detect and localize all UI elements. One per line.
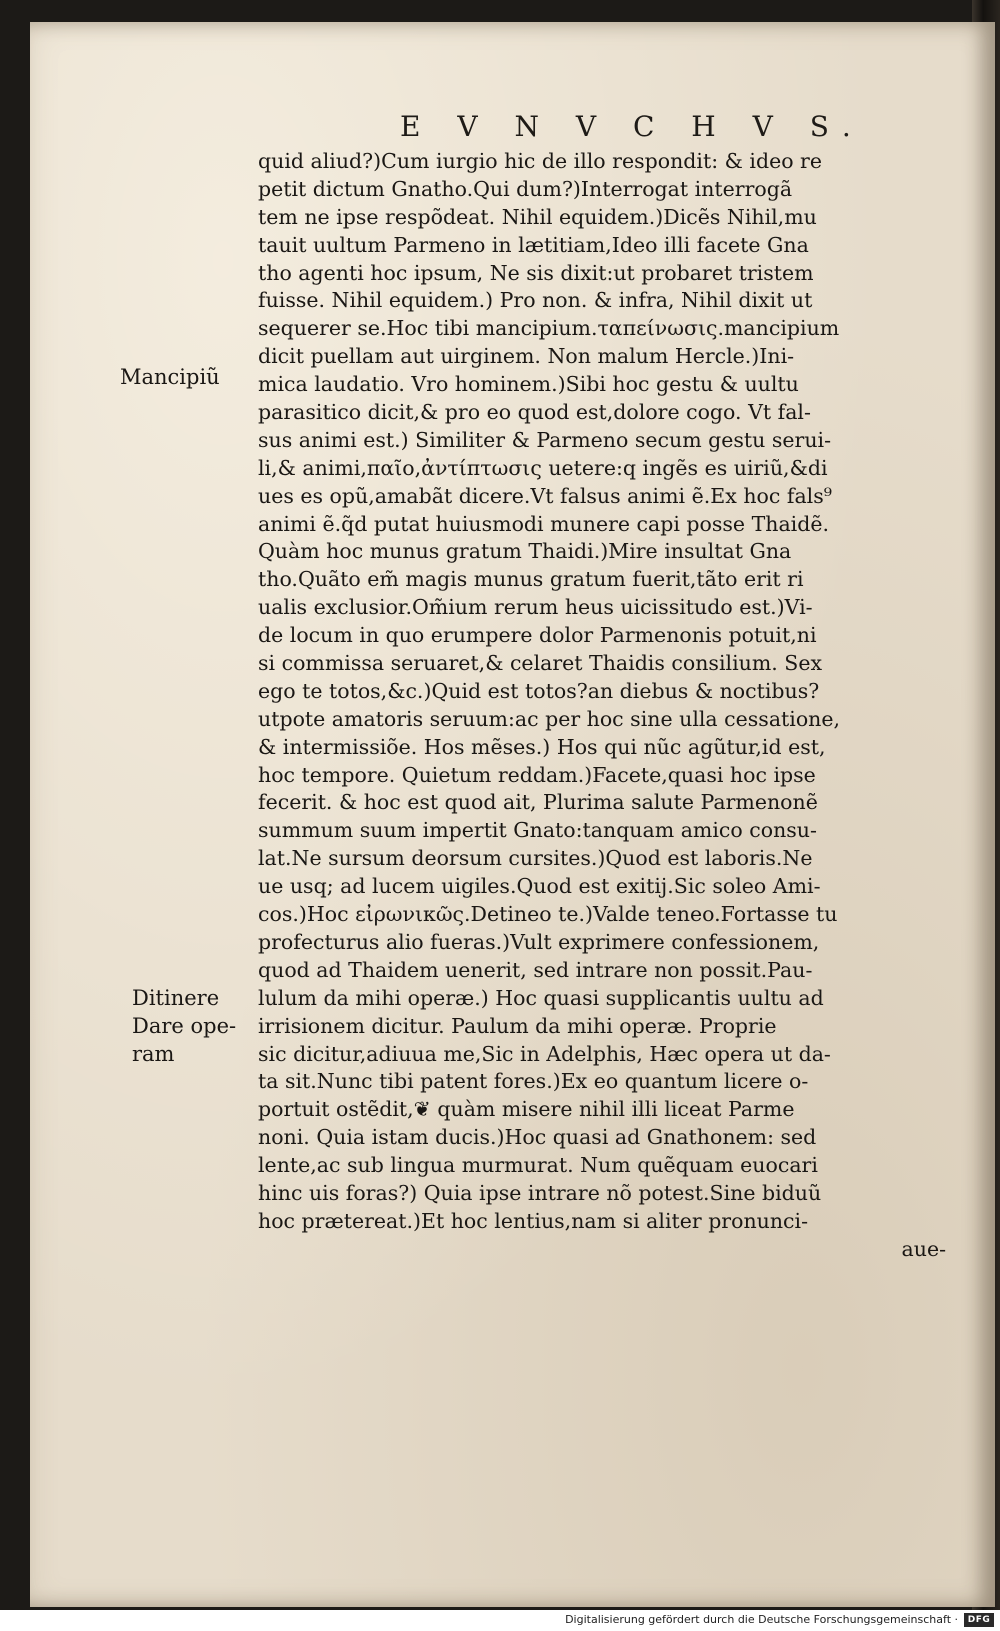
text-line: quid aliud?)Cum iurgio hic de illo respondit: & ideo re — [258, 149, 822, 173]
text-line: irrisionem dicitur. Paulum da mihi operæ. Proprie — [258, 1013, 777, 1038]
text-line: animi ẽ.q̃d putat huiusmodi munere capi posse Thaidẽ. — [258, 511, 830, 536]
text-line: petit dictum Gnatho.Qui dum?)Interrogat interrogã — [258, 176, 793, 201]
text-line: quod ad Thaidem uenerit, sed intrare non possit.Pau- — [258, 957, 813, 982]
text-line: li,& animi,παῖο,ἀντίπτωσις uetere:q ingẽs es uiriũ,&di — [258, 455, 828, 480]
text-line: fuisse. Nihil equidem.) Pro non. & infra, Nihil dixit ut — [258, 288, 813, 313]
text-line: sus animi est.) Similiter & Parmeno secum gestu serui- — [258, 427, 832, 452]
text-line: cos.)Hoc εἰρωνικῶς.Detineo te.)Valde teneo.Fortasse tu — [258, 902, 838, 927]
text-line: summum suum impertit Gnato:tanquam amico consu- — [258, 818, 817, 843]
text-line: fecerit. & hoc est quod ait, Plurima salute Parmenonẽ — [258, 790, 818, 815]
text-line: sequerer se.Hoc tibi mancipium.ταπείνωσις.mancipium — [258, 316, 840, 341]
text-line: Quàm hoc munus gratum Thaidi.)Mire insultat Gna — [258, 539, 792, 564]
text-line: sic dicitur,adiuua me,Sic in Adelphis, Hæc opera ut da- — [258, 1041, 831, 1066]
text-line: parasitico dicit,& pro eo quod est,dolore cogo. Vt fal- — [258, 400, 811, 425]
text-line: & intermissiõe. Hos mẽses.) Hos qui nũc agũtur,id est, — [258, 734, 826, 759]
text-line: tho.Quãto em̃ magis munus gratum fuerit,tãto erit ri — [258, 567, 804, 592]
text-line: ues es opũ,amabãt dicere.Vt falsus animi ẽ.Ex hoc fals⁹ — [258, 483, 832, 508]
catchword: aue- — [901, 1236, 946, 1261]
text-line: si commissa seruaret,& celaret Thaidis consilium. Sex — [258, 651, 823, 676]
marginal-note-ditinere: Ditinere — [132, 986, 220, 1010]
body-text — [258, 148, 958, 1264]
text-line: ue usq; ad lucem uigiles.Quod est exitij.Sic soleo Ami- — [258, 874, 821, 899]
text-line: hinc uis foras?) Quia ipse intrare nõ potest.Sine biduũ — [258, 1180, 822, 1205]
text-line: lulum da mihi operæ.) Hoc quasi supplicantis uultu ad — [258, 985, 824, 1010]
funding-credit: Digitalisierung gefördert durch die Deutsche Forschungsgemeinschaft · — [565, 1613, 958, 1626]
text-line: lat.Ne sursum deorsum cursites.)Quod est laboris.Ne — [258, 846, 813, 871]
text-line: hoc tempore. Quietum reddam.)Facete,quasi hoc ipse — [258, 762, 816, 787]
text-line: ualis exclusior.Om̃ium rerum heus uicissitudo est.)Vi- — [258, 595, 813, 620]
text-line: dicit puellam aut uirginem. Non malum Hercle.)Ini- — [258, 344, 795, 369]
running-head: E V N V C H V S. — [400, 110, 865, 143]
text-line: tauit uultum Parmeno in lætitiam,Ideo illi facete Gna — [258, 232, 809, 257]
text-line: portuit ostẽdit,❦ quàm misere nihil illi liceat Parme — [258, 1097, 795, 1122]
text-line: mica laudatio. Vro hominem.)Sibi hoc gestu & uultu — [258, 372, 799, 397]
text-line: profecturus alio fueras.)Vult exprimere confessionem, — [258, 929, 820, 954]
text-line: lente,ac sub lingua murmurat. Num quẽquam euocari — [258, 1153, 818, 1178]
text-line: hoc prætereat.)Et hoc lentius,nam si aliter pronunci- — [258, 1208, 809, 1233]
marginal-note-ram: ram — [132, 1042, 175, 1066]
footer-bar — [0, 1610, 1000, 1631]
text-line: de locum in quo erumpere dolor Parmenonis potuit,ni — [258, 623, 817, 648]
text-line: utpote amatoris seruum:ac per hoc sine ulla cessatione, — [258, 706, 841, 731]
marginal-note-mancipium: Mancipiũ — [120, 365, 220, 389]
text-line: ego te totos,&c.)Quid est totos?an diebus & noctibus? — [258, 678, 820, 703]
text-line: noni. Quia istam ducis.)Hoc quasi ad Gnathonem: sed — [258, 1125, 817, 1150]
text-line: ta sit.Nunc tibi patent fores.)Ex eo quantum licere o- — [258, 1069, 809, 1094]
text-line: tho agenti hoc ipsum, Ne sis dixit:ut probaret tristem — [258, 260, 814, 285]
text-line: tem ne ipse respõdeat. Nihil equidem.)Dicẽs Nihil,mu — [258, 204, 817, 229]
marginal-note-dare-operam: Dare ope- — [132, 1014, 237, 1038]
dfg-logo-icon: DFG — [964, 1613, 994, 1627]
